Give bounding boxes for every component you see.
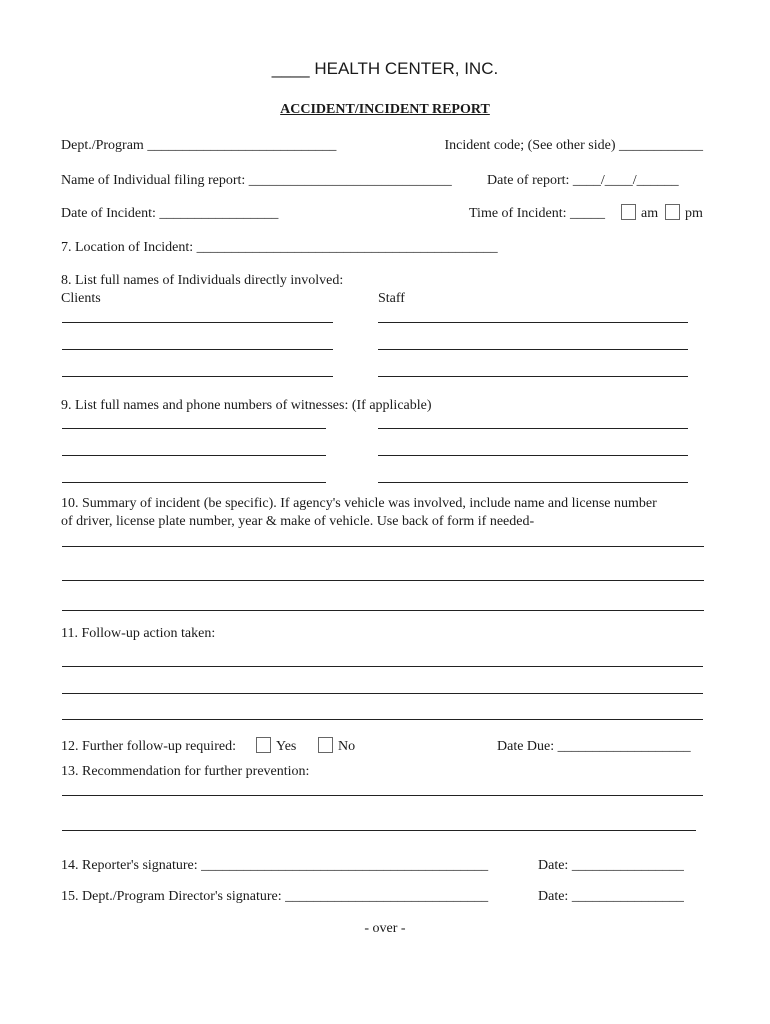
section11-label: 11. Follow-up action taken: [61,626,216,641]
date-of-incident-field[interactable]: Date of Incident: _________________ [61,206,279,221]
dept-program-field[interactable]: Dept./Program ___________________________ [61,138,337,153]
witness-line-6[interactable] [378,482,688,483]
client-line-2[interactable] [62,349,333,350]
director-signature-field[interactable]: 15. Dept./Program Director's signature: _____________________________ [61,889,489,904]
client-line-3[interactable] [62,376,333,377]
name-filing-field[interactable]: Name of Individual filing report: _____________________________ [61,173,452,188]
pm-checkbox[interactable] [665,204,680,220]
reporter-date-field[interactable]: Date: ________________ [538,858,684,873]
yes-label: Yes [276,739,297,754]
date-due-field[interactable]: Date Due: ___________________ [497,739,691,754]
followup-line-3[interactable] [62,719,703,720]
witness-line-2[interactable] [62,455,326,456]
report-subtitle: ACCIDENT/INCIDENT REPORT [280,102,490,117]
section12-label: 12. Further follow-up required: [61,739,236,754]
client-line-1[interactable] [62,322,333,323]
section9-label: 9. List full names and phone numbers of witnesses: (If applicable) [61,398,432,413]
witness-line-3[interactable] [62,482,326,483]
section8-label: 8. List full names of Individuals directly involved: [61,273,344,288]
location-field[interactable]: 7. Location of Incident: ___________________________________________ [61,240,498,255]
staff-line-1[interactable] [378,322,688,323]
summary-line-2[interactable] [62,580,704,581]
director-date-field[interactable]: Date: ________________ [538,889,684,904]
followup-line-1[interactable] [62,666,703,667]
reporter-signature-field[interactable]: 14. Reporter's signature: _________________________________________ [61,858,489,873]
incident-code-field[interactable]: Incident code; (See other side) ____________ [444,138,703,153]
section13-label: 13. Recommendation for further prevention: [61,764,310,779]
page-title: ____ HEALTH CENTER, INC. [271,59,499,78]
yes-checkbox[interactable] [256,737,271,753]
summary-line-3[interactable] [62,610,704,611]
no-label: No [338,739,356,754]
section10-label-line1: 10. Summary of incident (be specific). If agency's vehicle was involved, include name and license number [61,496,657,511]
summary-line-1[interactable] [62,546,704,547]
am-label: am [641,206,659,221]
staff-label: Staff [378,291,405,306]
witness-line-5[interactable] [378,455,688,456]
am-checkbox[interactable] [621,204,636,220]
over-note: - over - [364,921,406,936]
no-checkbox[interactable] [318,737,333,753]
followup-line-2[interactable] [62,693,703,694]
pm-label: pm [685,206,703,221]
witness-line-4[interactable] [378,428,688,429]
staff-line-2[interactable] [378,349,688,350]
clients-label: Clients [61,291,101,306]
time-of-incident-field[interactable]: Time of Incident: _____ [469,206,605,221]
recommendation-line-2[interactable] [62,830,696,831]
recommendation-line-1[interactable] [62,795,703,796]
date-of-report-field[interactable]: Date of report: ____/____/______ [487,173,679,188]
witness-line-1[interactable] [62,428,326,429]
section10-label-line2: of driver, license plate number, year & make of vehicle. Use back of form if needed- [61,514,535,529]
staff-line-3[interactable] [378,376,688,377]
